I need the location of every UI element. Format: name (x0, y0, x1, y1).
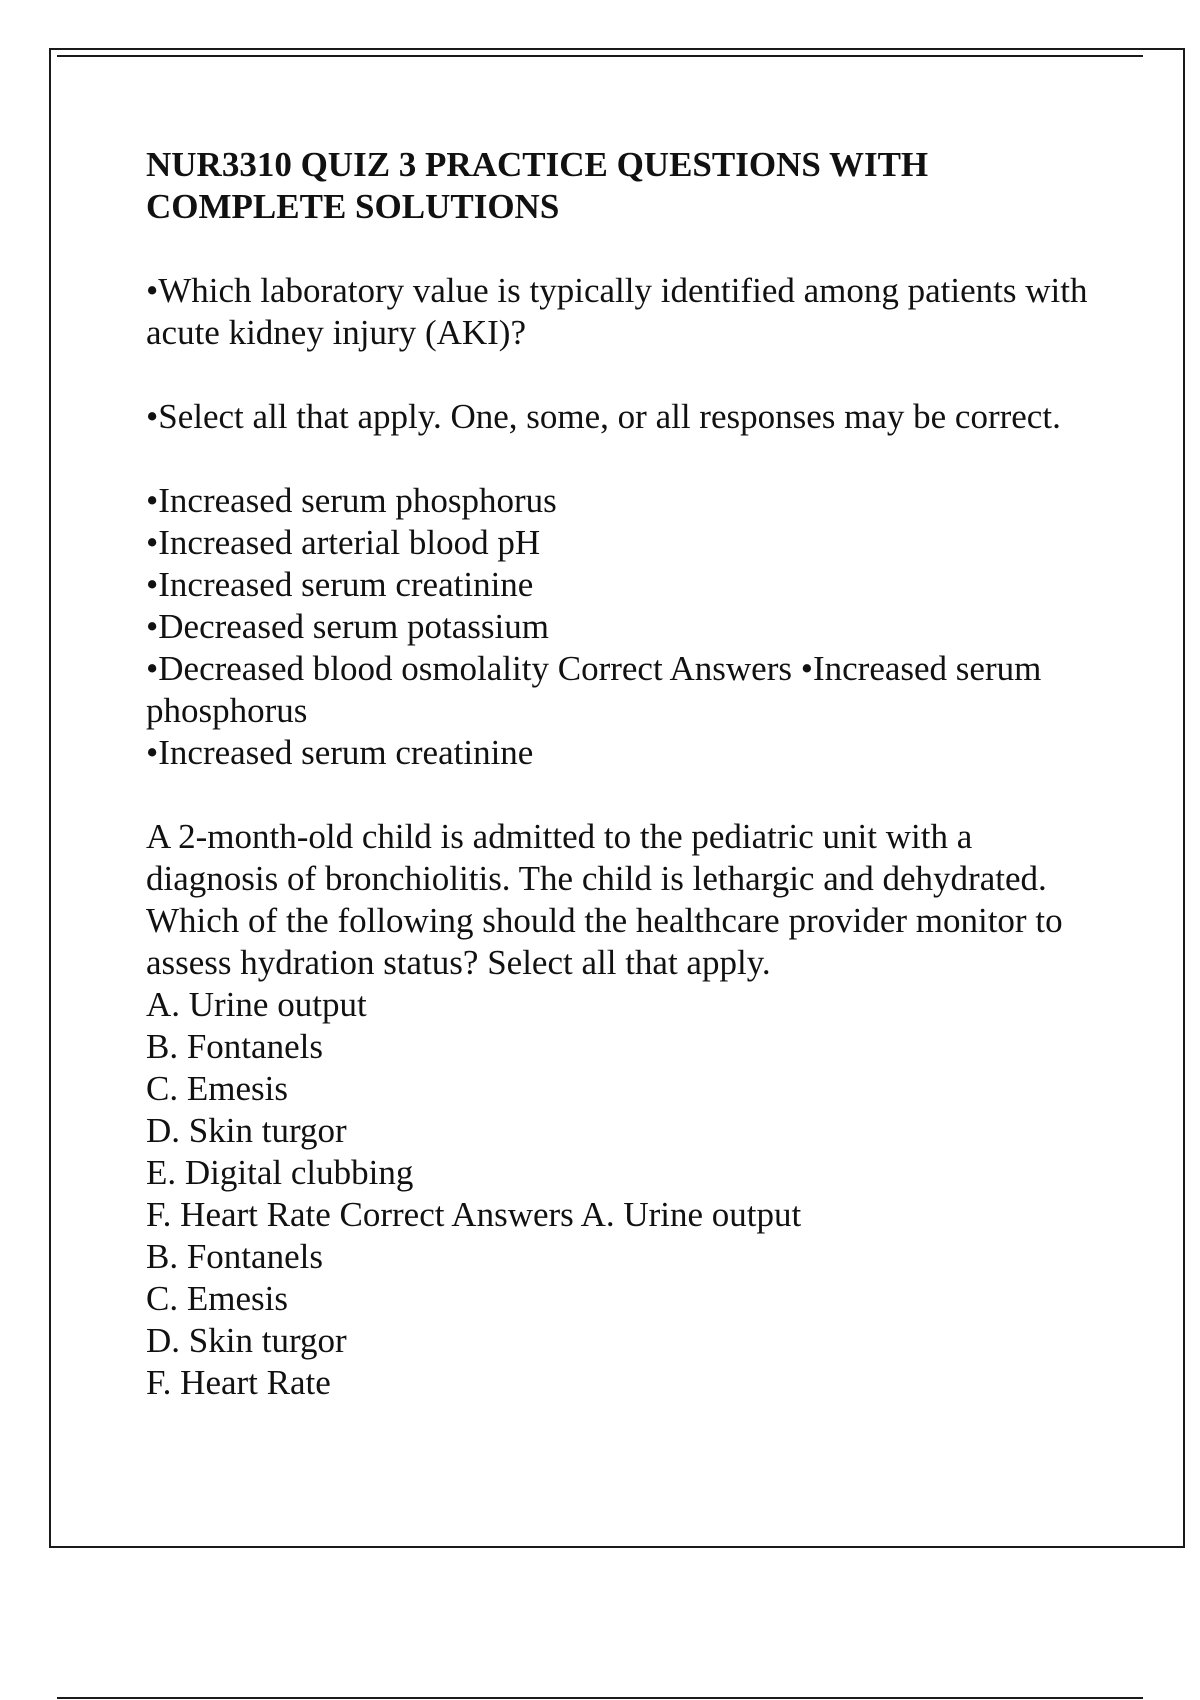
q2-option: B. Fontanels (146, 1027, 323, 1066)
q2-answer: B. Fontanels (146, 1237, 323, 1276)
q1-option: •Decreased serum potassium (146, 607, 549, 646)
q2-option: A. Urine output (146, 985, 367, 1024)
q2-option: D. Skin turgor (146, 1111, 347, 1150)
q1-option: •Increased arterial blood pH (146, 523, 541, 562)
q1-option-with-answer: •Decreased blood osmolality Correct Answers •Increased serum phosphorus (146, 649, 1042, 730)
q2-answer: F. Heart Rate (146, 1363, 331, 1402)
question-2 (146, 816, 1106, 1404)
q1-option: •Increased serum phosphorus (146, 481, 557, 520)
q1-option: •Increased serum creatinine (146, 565, 534, 604)
document-body (146, 144, 1106, 1446)
q2-option: C. Emesis (146, 1069, 288, 1108)
q1-answer: •Increased serum creatinine (146, 733, 534, 772)
question-1-options (146, 480, 1106, 774)
q2-option-with-answer: F. Heart Rate Correct Answers A. Urine output (146, 1195, 802, 1234)
question-1-text: •Which laboratory value is typically identified among patients with acute kidney injury (AKI)? (146, 271, 1088, 352)
header-rule (57, 55, 1143, 57)
question-1-instruction: •Select all that apply. One, some, or all responses may be correct. (146, 397, 1061, 436)
question-2-text: A 2-month-old child is admitted to the pediatric unit with a diagnosis of bronchiolitis. The child is lethargic and dehydrated. Which of the following should the healthcare provider monitor to assess hydration status? Select all that apply. (146, 817, 1063, 982)
q2-answer: C. Emesis (146, 1279, 288, 1318)
q2-answer: D. Skin turgor (146, 1321, 347, 1360)
footer-rule (57, 1697, 1143, 1699)
q2-option: E. Digital clubbing (146, 1153, 414, 1192)
document-title: NUR3310 QUIZ 3 PRACTICE QUESTIONS WITH COMPLETE SOLUTIONS (146, 145, 929, 226)
